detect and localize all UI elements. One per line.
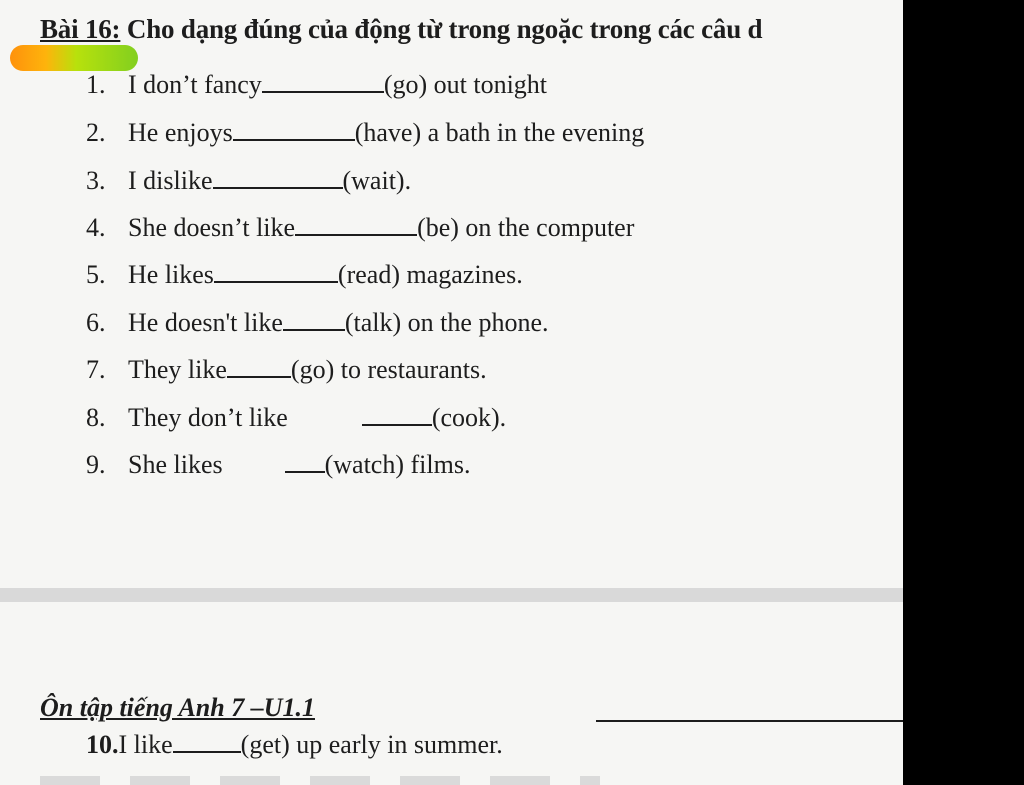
exercise-title <box>40 14 762 45</box>
answer-blank[interactable] <box>227 356 291 378</box>
item-text-before: He doesn't like <box>128 308 283 337</box>
item-text-after: (wait). <box>342 166 412 195</box>
item-text-before: They like <box>128 355 227 384</box>
section-heading: Ôn tập tiếng Anh 7 –U1.1 <box>40 693 315 722</box>
list-item <box>86 118 644 148</box>
answer-blank[interactable] <box>283 309 345 331</box>
item-text-before: I dislike <box>128 166 213 195</box>
item-text-after: (go) to restaurants. <box>290 355 487 384</box>
answer-blank[interactable] <box>362 404 432 426</box>
item-text-after: (go) out tonight <box>383 70 548 99</box>
item-number: 10. <box>86 730 119 759</box>
list-item <box>86 450 470 480</box>
list-item <box>86 70 547 100</box>
item-number: 6. <box>86 308 106 337</box>
item-number: 1. <box>86 70 106 99</box>
item-text-before: He likes <box>128 260 214 289</box>
item-number: 4. <box>86 213 106 242</box>
exercise-number: Bài 16: <box>40 14 121 44</box>
exercise-instruction: Cho dạng đúng của động từ trong ngoặc trong các câu d <box>120 14 763 44</box>
answer-blank[interactable] <box>233 119 355 141</box>
list-item <box>86 308 548 338</box>
item-text-before: They don’t like <box>128 403 288 432</box>
section-underline <box>596 720 903 722</box>
item-text-before: I like <box>118 730 173 759</box>
answer-blank[interactable] <box>262 71 384 93</box>
page-divider <box>0 588 903 602</box>
answer-blank[interactable] <box>214 261 338 283</box>
faded-next-line <box>40 776 600 785</box>
item-number: 2. <box>86 118 106 147</box>
item-text-before: She doesn’t like <box>128 213 296 242</box>
item-text-before: I don’t fancy <box>128 70 262 99</box>
item-number: 8. <box>86 403 106 432</box>
item-text-after: (have) a bath in the evening <box>354 118 645 147</box>
list-item <box>86 260 523 290</box>
item-text-after: (cook). <box>431 403 507 432</box>
list-item <box>86 730 503 760</box>
item-text-after: (talk) on the phone. <box>344 308 549 337</box>
item-number: 9. <box>86 450 106 479</box>
item-text-after: (read) magazines. <box>337 260 523 289</box>
answer-blank[interactable] <box>295 214 417 236</box>
list-item <box>86 403 506 433</box>
answer-blank[interactable] <box>285 451 325 473</box>
item-number: 3. <box>86 166 106 195</box>
answer-blank[interactable] <box>213 167 343 189</box>
list-item <box>86 355 487 385</box>
item-text-after: (watch) films. <box>324 450 471 479</box>
answer-blank[interactable] <box>173 731 241 753</box>
item-number: 7. <box>86 355 106 384</box>
list-item <box>86 166 411 196</box>
item-text-before: She likes <box>128 450 223 479</box>
item-text-before: He enjoys <box>128 118 233 147</box>
list-item <box>86 213 634 243</box>
item-text-after: (be) on the computer <box>417 213 635 242</box>
item-number: 5. <box>86 260 106 289</box>
item-text-after: (get) up early in summer. <box>240 730 503 759</box>
highlighter-mark <box>10 45 138 71</box>
